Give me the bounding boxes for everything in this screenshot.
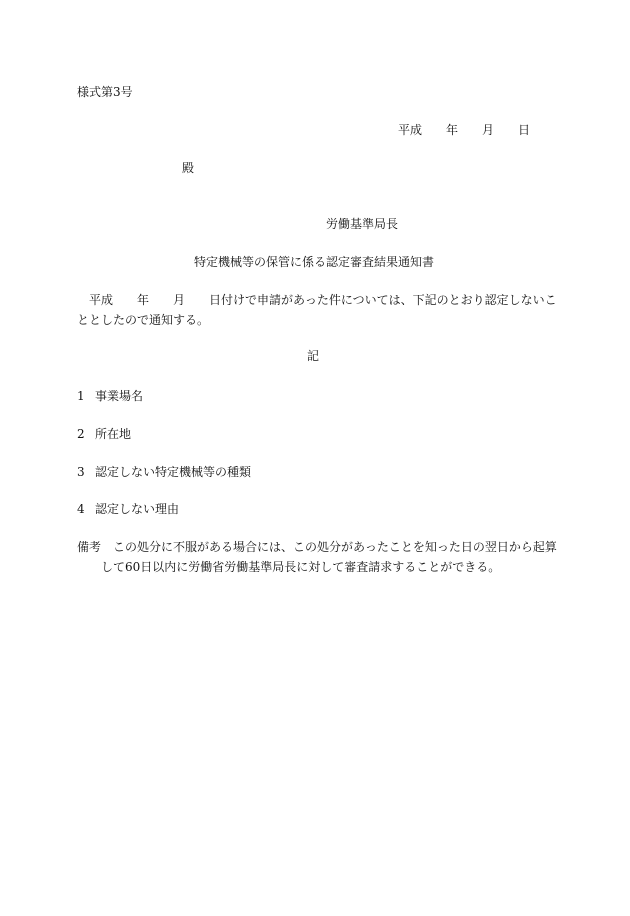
date-line: 平成 年 月 日 (398, 123, 531, 137)
body-text-line-2: ととしたので通知する。 (77, 313, 210, 327)
item-number: 3 (77, 465, 85, 479)
document-title: 特定機械等の保管に係る認定審査結果通知書 (194, 255, 435, 269)
remarks-line-1: この処分に不服がある場合には、この処分があったことを知った日の翌日から起算 (113, 540, 557, 554)
item-label: 認定しない理由 (95, 502, 180, 516)
remarks-heading: 備考 (77, 540, 102, 554)
item-number: 1 (77, 389, 85, 403)
ki-heading: 記 (307, 349, 320, 363)
item-label: 事業場名 (95, 389, 144, 403)
addressee-honorific: 殿 (182, 161, 195, 175)
item-label: 認定しない特定機械等の種類 (95, 465, 252, 479)
item-label: 所在地 (95, 427, 132, 441)
remarks-line-2: して60日以内に労働省労働基準局長に対して審査請求することができる。 (101, 560, 501, 574)
issuer-title: 労働基準局長 (326, 217, 399, 231)
body-text-line-1: 平成 年 月 日付けで申請があった件については、下記のとおり認定しないこ (89, 293, 557, 307)
form-number: 様式第3号 (77, 85, 133, 99)
item-number: 2 (77, 427, 85, 441)
item-number: 4 (77, 502, 85, 516)
